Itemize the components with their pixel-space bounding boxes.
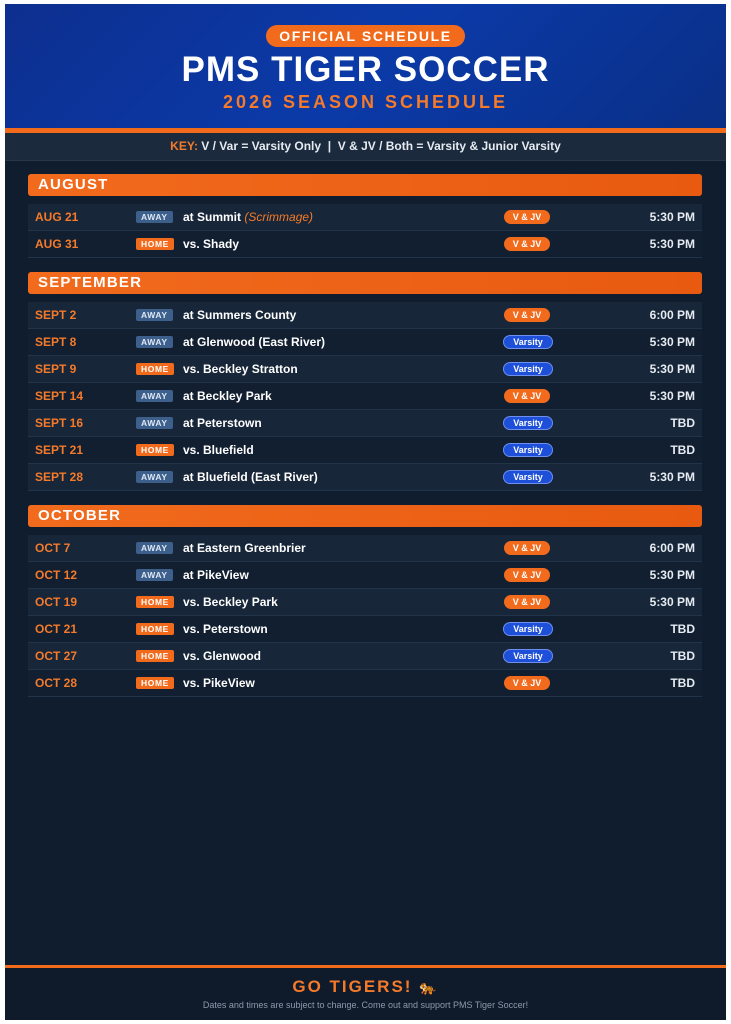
game-date: OCT 28 [35, 676, 78, 690]
game-time: 5:30 PM [649, 237, 695, 251]
game-date: OCT 21 [35, 622, 78, 636]
opponent [183, 649, 261, 663]
game-date: SEPT 28 [35, 470, 84, 484]
level-badge: V & JV [504, 595, 550, 609]
level-badge: Varsity [503, 362, 553, 376]
game-row [28, 437, 702, 464]
game-row [28, 464, 702, 491]
game-time: TBD [670, 676, 695, 690]
location-badge: HOME [136, 238, 174, 250]
level-badge: V & JV [504, 568, 550, 582]
location-badge: HOME [136, 596, 174, 608]
opponent [183, 362, 298, 376]
opponent-name: at Peterstown [183, 416, 262, 430]
month-header-september: SEPTEMBER [28, 272, 702, 294]
game-row [28, 329, 702, 356]
game-row [28, 643, 702, 670]
game-date: SEPT 8 [35, 335, 77, 349]
opponent-name: vs. Shady [183, 237, 240, 251]
opponent-name: vs. Bluefield [183, 443, 254, 457]
game-date: AUG 21 [35, 210, 79, 224]
key-text: V / Var = Varsity Only | V & JV / Both = Varsity & Junior Varsity [201, 139, 561, 153]
location-badge: HOME [136, 363, 174, 375]
level-badge: V & JV [504, 541, 550, 555]
location-badge: AWAY [136, 542, 173, 554]
game-row [28, 562, 702, 589]
opponent-name: at Glenwood (East River) [183, 335, 326, 349]
level-badge: Varsity [503, 622, 553, 636]
game-date: AUG 31 [35, 237, 79, 251]
opponent [183, 443, 254, 457]
game-time: 5:30 PM [649, 362, 695, 376]
month-header-october: OCTOBER [28, 505, 702, 527]
opponent-name: at Bluefield (East River) [183, 470, 318, 484]
game-row [28, 670, 702, 697]
game-date: OCT 12 [35, 568, 78, 582]
game-time: 5:30 PM [649, 470, 695, 484]
game-row [28, 410, 702, 437]
level-badge: Varsity [503, 335, 553, 349]
game-row [28, 302, 702, 329]
game-row [28, 356, 702, 383]
opponent [183, 470, 318, 484]
game-date: SEPT 21 [35, 443, 84, 457]
page-title: PMS TIGER SOCCER [181, 50, 550, 89]
game-time: 5:30 PM [649, 389, 695, 403]
schedule-list [28, 174, 702, 697]
game-time: TBD [670, 443, 695, 457]
opponent [183, 541, 306, 555]
go-tigers-slogan [5, 977, 726, 997]
game-date: SEPT 9 [35, 362, 77, 376]
location-badge: AWAY [136, 211, 173, 223]
schedule-page [5, 4, 726, 1020]
game-row [28, 535, 702, 562]
level-badge: Varsity [503, 443, 553, 457]
level-badge: V & JV [504, 389, 550, 403]
opponent [183, 416, 262, 430]
location-badge: AWAY [136, 390, 173, 402]
game-row [28, 616, 702, 643]
footer-disclaimer: Dates and times are subject to change. Come out and support PMS Tiger Soccer! [202, 1000, 529, 1010]
game-date: OCT 19 [35, 595, 78, 609]
game-row [28, 383, 702, 410]
opponent [183, 676, 255, 690]
slogan-text: GO TIGERS! [292, 977, 413, 996]
game-time: 6:00 PM [649, 541, 695, 555]
location-badge: AWAY [136, 417, 173, 429]
level-badge: Varsity [503, 470, 553, 484]
game-time: TBD [670, 622, 695, 636]
page-subtitle: 2026 SEASON SCHEDULE [222, 92, 509, 112]
month-spacer [28, 491, 702, 505]
key-bar [5, 133, 726, 161]
key-label: KEY: [170, 139, 198, 153]
opponent-name: vs. PikeView [183, 676, 255, 690]
opponent-name: vs. Glenwood [183, 649, 262, 663]
game-date: OCT 7 [35, 541, 71, 555]
location-badge: AWAY [136, 569, 173, 581]
level-badge: Varsity [503, 416, 553, 430]
level-badge: V & JV [504, 676, 550, 690]
game-date: OCT 27 [35, 649, 78, 663]
opponent-name: at Eastern Greenbrier [183, 541, 306, 555]
header [5, 4, 726, 128]
game-row [28, 589, 702, 616]
opponent [183, 622, 268, 636]
game-time: 5:30 PM [649, 335, 695, 349]
game-note: (Scrimmage) [244, 210, 314, 224]
game-time: 5:30 PM [649, 210, 695, 224]
opponent-name: at Summit [183, 210, 242, 224]
opponent [183, 389, 272, 403]
official-schedule-badge: OFFICIAL SCHEDULE [266, 25, 465, 47]
opponent [183, 595, 278, 609]
location-badge: AWAY [136, 309, 173, 321]
game-row [28, 204, 702, 231]
location-badge: HOME [136, 677, 174, 689]
footer [5, 965, 726, 1020]
game-date: SEPT 2 [35, 308, 77, 322]
location-badge: HOME [136, 623, 174, 635]
level-badge: V & JV [504, 237, 550, 251]
opponent-name: at Beckley Park [183, 389, 272, 403]
location-badge: HOME [136, 444, 174, 456]
game-date: SEPT 16 [35, 416, 84, 430]
opponent-name: vs. Peterstown [183, 622, 268, 636]
opponent [183, 335, 325, 349]
game-time: TBD [670, 416, 695, 430]
game-time: 5:30 PM [649, 595, 695, 609]
location-badge: AWAY [136, 471, 173, 483]
opponent [183, 308, 296, 322]
tiger-icon: 🐅 [419, 979, 439, 995]
level-badge: Varsity [503, 649, 553, 663]
opponent-name: at PikeView [183, 568, 249, 582]
opponent-name: vs. Beckley Park [183, 595, 278, 609]
opponent [183, 568, 249, 582]
game-time: 5:30 PM [649, 568, 695, 582]
level-badge: V & JV [504, 210, 550, 224]
game-row [28, 231, 702, 258]
opponent [183, 237, 239, 251]
opponent-name: at Summers County [183, 308, 297, 322]
game-date: SEPT 14 [35, 389, 84, 403]
opponent [183, 210, 313, 224]
opponent-name: vs. Beckley Stratton [183, 362, 298, 376]
level-badge: V & JV [504, 308, 550, 322]
game-time: 6:00 PM [649, 308, 695, 322]
game-time: TBD [670, 649, 695, 663]
location-badge: AWAY [136, 336, 173, 348]
month-spacer [28, 258, 702, 272]
month-header-august: AUGUST [28, 174, 702, 196]
location-badge: HOME [136, 650, 174, 662]
